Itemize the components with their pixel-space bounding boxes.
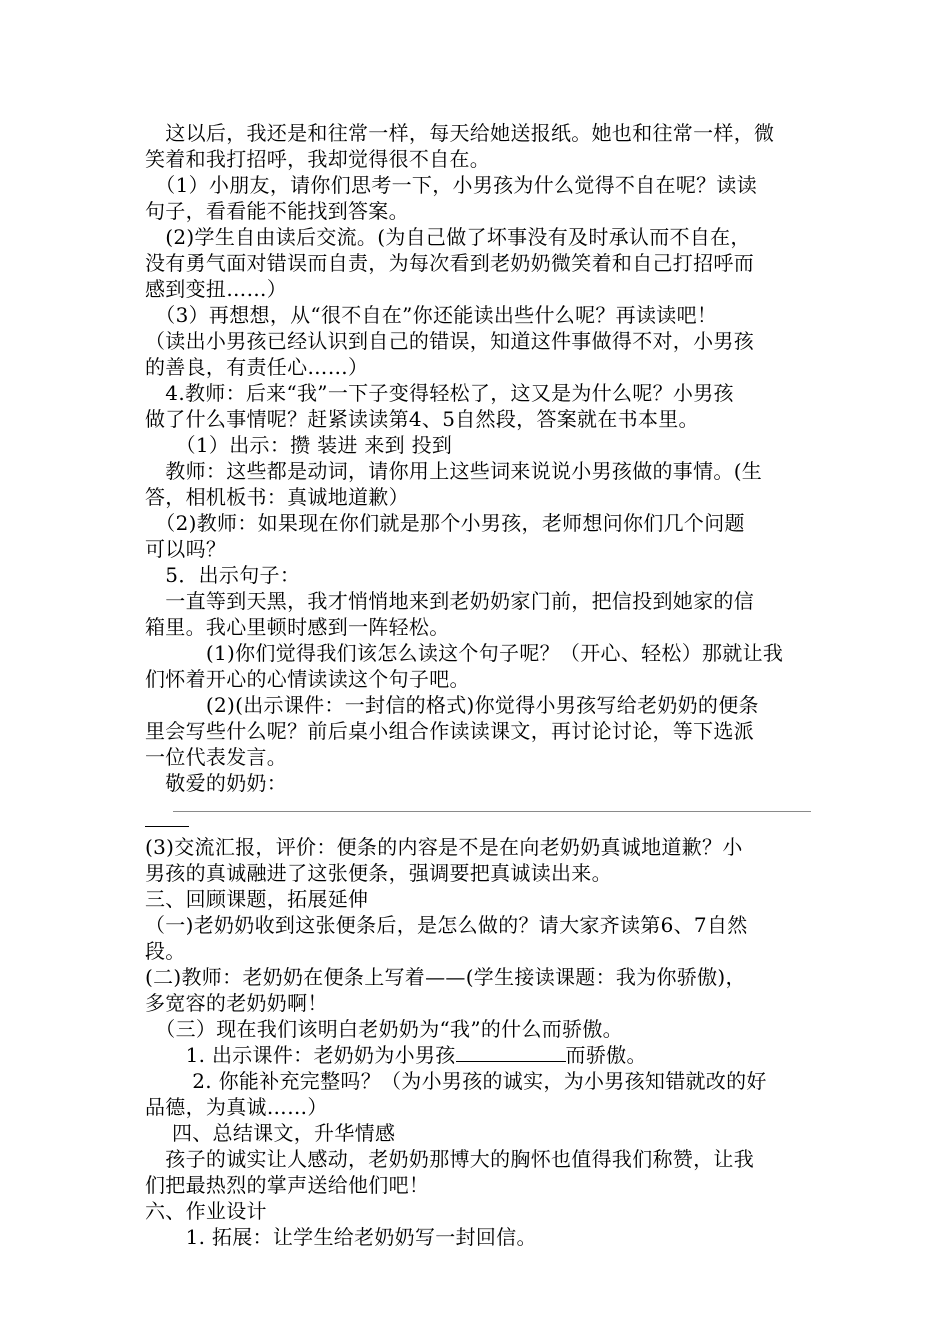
text-line: （3）再想想，从“很不自在”你还能读出些什么呢？再读读吧！ [145,303,718,327]
text-line: 一位代表发言。 [145,745,288,769]
text-line: （三）现在我们该明白老奶奶为“我”的什么而骄傲。 [145,1017,623,1041]
text-line: 里会写些什么呢？前后桌小组合作读读课文，再讨论讨论，等下选派 [145,719,754,743]
text-line: (2)学生自由读后交流。(为自己做了坏事没有及时承认而不自在， [145,225,751,249]
writing-line-short-rule [145,826,189,827]
text-line: 可以吗？ [145,537,227,561]
text-line: （2)教师：如果现在你们就是那个小男孩，老师想问你们几个问题 [145,511,745,535]
fill-in-prefix: 1. 出示课件：老奶奶为小男孩 [145,1043,456,1067]
text-line: （1）出示：攒 装进 来到 投到 [145,433,453,457]
text-line: 们把最热烈的掌声送给他们吧！ [145,1173,430,1197]
text-line: 没有勇气面对错误而自责，为每次看到老奶奶微笑着和自己打招呼而 [145,251,754,275]
text-line: 段。 [145,939,186,963]
text-line: (3)交流汇报，评价：便条的内容是不是在向老奶奶真诚地道歉？小 [145,835,743,859]
text-line: (二)教师：老奶奶在便条上写着——(学生接读课题：我为你骄傲)， [145,965,746,989]
text-line: 们怀着开心的心情读读这个句子吧。 [145,667,470,691]
section-heading: 三、回顾课题，拓展延伸 [145,887,369,911]
text-line: （1）小朋友，请你们思考一下，小男孩为什么觉得不自在呢？读读 [145,173,758,197]
document-body [145,120,811,1250]
section-heading: 四、总结课文，升华情感 [145,1121,396,1145]
text-line: 品德，为真诚……） [145,1095,328,1119]
text-line: 箱里。我心里顿时感到一阵轻松。 [145,615,450,639]
text-line: 2. 你能补充完整吗？（为小男孩的诚实，为小男孩知错就改的好 [145,1069,767,1093]
text-line: 5．出示句子： [145,563,301,587]
fill-in-suffix: 而骄傲。 [565,1043,647,1067]
text-line: 一直等到天黑，我才悄悄地来到老奶奶家门前，把信投到她家的信 [145,589,754,613]
writing-line [145,796,811,822]
writing-line-end [145,822,811,834]
section-heading: 六、作业设计 [145,1199,267,1223]
fill-in-line [145,1042,811,1068]
text-line: （读出小男孩已经认识到自己的错误，知道这件事做得不对，小男孩 [145,329,754,353]
letter-salutation: 敬爱的奶奶： [145,771,288,795]
text-line: 感到变扭……） [145,277,288,301]
text-line: 孩子的诚实让人感动，老奶奶那博大的胸怀也值得我们称赞，让我 [145,1147,754,1171]
text-line: 笑着和我打招呼，我却觉得很不自在。 [145,147,491,171]
text-line: 做了什么事情呢？赶紧读读第4、5自然段，答案就在书本里。 [145,407,699,431]
text-line: 句子，看看能不能找到答案。 [145,199,409,223]
writing-line-rule [173,811,811,812]
fill-in-blank [456,1043,566,1062]
text-line: 教师：这些都是动词，请你用上这些词来说说小男孩做的事情。(生 [145,459,763,483]
text-line: （一)老奶奶收到这张便条后，是怎么做的？请大家齐读第6、7自然 [145,913,748,937]
text-line: 1. 拓展：让学生给老奶奶写一封回信。 [145,1225,537,1249]
text-line: (1)你们觉得我们该怎么读这个句子呢？（开心、轻松）那就让我 [145,641,784,665]
text-line: 男孩的真诚融进了这张便条，强调要把真诚读出来。 [145,861,612,885]
text-line: 答，相机板书：真诚地道歉） [145,485,409,509]
text-line: (2)(出示课件：一封信的格式)你觉得小男孩写给老奶奶的便条 [145,693,759,717]
text-line: 4.教师：后来“我”一下子变得轻松了，这又是为什么呢？小男孩 [145,381,734,405]
text-line: 多宽容的老奶奶啊！ [145,991,328,1015]
text-line: 这以后，我还是和往常一样，每天给她送报纸。她也和往常一样，微 [145,121,775,145]
text-line: 的善良，有责任心……） [145,355,369,379]
